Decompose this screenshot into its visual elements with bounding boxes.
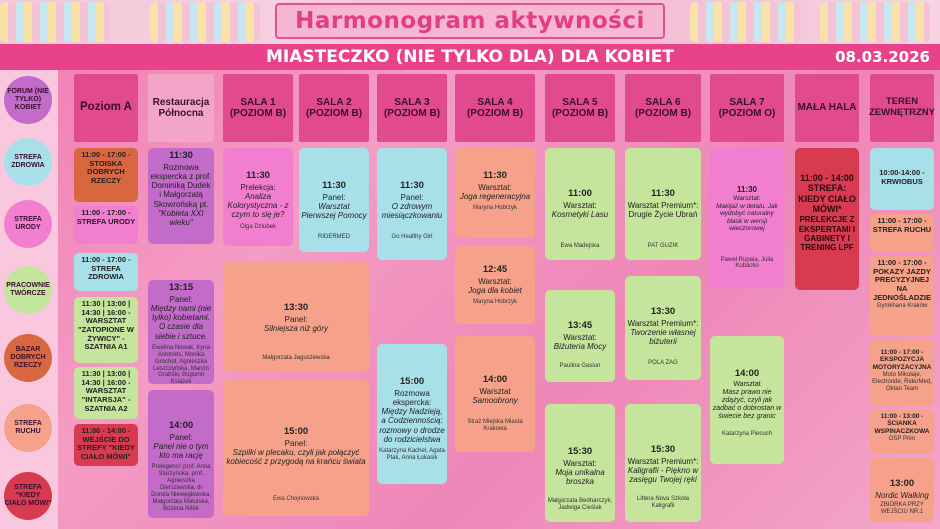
event-topic: Makijaż w detalu. Jak wydobyć naturalny blask w wersji wieczorowej [716, 202, 778, 233]
zone-label: PRACOWNIE TWÓRCZE [6, 282, 50, 297]
column-header: SALA 5 (POZIOM B) [545, 74, 615, 142]
event-card[interactable] [625, 404, 701, 522]
event-topic: Kosmetyki Lasu [551, 210, 609, 220]
event-card[interactable] [625, 276, 701, 380]
event-body: Warsztat Premium*: [627, 318, 699, 328]
event-card[interactable] [74, 367, 138, 419]
event-card[interactable] [870, 340, 934, 406]
event-topic: Panel nie o tym kto ma rację [153, 442, 209, 461]
event-body: Warsztat Premium*: Drugie Życie Ubrań [627, 200, 699, 220]
event-people: Ewa Chojnowska [272, 496, 320, 503]
event-topic: Tworzenie własnej biżuterii [630, 328, 696, 347]
zone-label: STREFA RUCHU [14, 420, 42, 435]
event-body: Warsztat [733, 380, 761, 388]
event-card[interactable] [74, 148, 138, 202]
column-header: Restauracja Północna [148, 74, 214, 142]
event-topic: Między Nadzieją, a Codziennością: rozmowy o drodze do rodzicielstwa [379, 407, 445, 444]
event-people: Littera Nova Szkoła Kaligrafii [636, 496, 690, 510]
event-card[interactable] [299, 148, 369, 252]
event-people: Paulina Gasiun [559, 363, 601, 370]
event-card[interactable] [223, 380, 369, 516]
event-card[interactable] [148, 390, 214, 518]
event-topic: Silniejsza niż góry [263, 324, 329, 334]
event-people: Straż Miejska Miasta Krakowa [467, 419, 523, 433]
event-people: Gymkhana Kraków [876, 303, 928, 310]
column-header: MAŁA HALA [795, 74, 859, 142]
event-date: 08.03.2026 [835, 48, 930, 66]
event-title: 11:00 - 17:00 - STREFA URODY [76, 208, 136, 226]
event-people: POLA ZAG [648, 360, 678, 367]
event-time: 15:00 [399, 376, 425, 387]
event-time: 11:30 [322, 180, 346, 191]
event-time: 11:30 [169, 150, 193, 161]
event-time: 13:30 [283, 302, 309, 313]
event-body: Warsztat: [478, 276, 512, 286]
event-card[interactable] [545, 148, 615, 260]
event-time: 12:45 [482, 264, 508, 275]
event-title: 11:00 - 17:00 - STREFA RUCHU [872, 216, 932, 234]
event-card[interactable] [870, 410, 934, 454]
event-card[interactable] [377, 344, 447, 484]
event-people: Małgorzata Bednarczyk, Jadwiga Cieślak [547, 498, 613, 512]
zone-label: STREFA ZDROWIA [11, 154, 45, 169]
event-card[interactable] [148, 148, 214, 244]
event-topic: Warsztat Pierwszej Pomocy [301, 202, 367, 221]
event-title: 11:00 - 17:00 - POKAZY JAZDY PRECYZYJNEJ NA JEDNOŚLADZIE [873, 258, 931, 302]
event-title: 11:00 - 17:00 - STOISKA DOBRYCH RZECZY [81, 150, 131, 185]
event-title: 11:30 | 13:00 | 14:30 | 16:00 - WARSZTAT "ZATOPIONE W ŻYWICY" - SZATNIA A1 [78, 299, 134, 352]
event-people: OSP Prim [888, 436, 916, 443]
event-card[interactable] [223, 262, 369, 372]
event-card[interactable] [455, 148, 535, 238]
event-card[interactable] [870, 458, 934, 522]
column-header: Poziom A [74, 74, 138, 142]
event-card[interactable] [870, 256, 934, 336]
event-time: 13:00 [889, 478, 915, 489]
zone-circle [4, 404, 52, 452]
event-time: 15:30 [567, 446, 593, 457]
event-card[interactable] [223, 148, 293, 246]
column-header: SALA 3 (POZIOM B) [377, 74, 447, 142]
event-title: 11:00 - 17:00 - EKSPOZYCJA MOTORYZACYJNA [872, 349, 932, 371]
event-body: Warsztat: [478, 182, 512, 192]
decoration [150, 2, 260, 42]
event-body: Rozmowa ekspercka z prof. Dominiką Dudek i Małgorzatą Skowrońską pt. [150, 162, 212, 209]
event-topic: Szpilki w plecaku, czyli jak połączyć kobiecość z przygodą na krańcu świata [226, 448, 366, 467]
event-people: Małgorzata Jaguszewska [262, 355, 330, 362]
event-title: 11:30 | 13:00 | 14:30 | 16:00 - WARSZTAT "INTARSJA" - SZATNIA A2 [81, 369, 131, 413]
event-body: Panel: [169, 432, 193, 442]
event-topic: Moja unikalna broszka [555, 468, 605, 487]
event-people: Ewa Madejska [560, 243, 600, 250]
event-people: Katarzyna Piecuch [721, 431, 773, 438]
event-time: 15:00 [283, 426, 309, 437]
event-time: 13:45 [567, 320, 593, 331]
event-people: ZBIÓRKA PRZY WEJŚCIU NR.1 [880, 502, 924, 515]
event-topic: Joga dla kobiet [468, 286, 522, 296]
column-header: SALA 1 (POZIOM B) [223, 74, 293, 142]
column-header: TEREN ZEWNĘTRZNY [870, 74, 934, 142]
event-card[interactable] [870, 214, 934, 252]
decoration [690, 2, 800, 42]
event-body: Panel: [400, 192, 424, 202]
event-people: Paweł Rupala, Julia Kubacko [720, 256, 774, 270]
event-people: PAT GUZIK [647, 243, 679, 250]
event-title: 11:00 - 14:00 STREFA: KIEDY CIAŁO MÓWI* [798, 173, 856, 215]
column-header: SALA 6 (POZIOM B) [625, 74, 701, 142]
event-time: 14:00 [482, 374, 508, 385]
zone-circle [4, 266, 52, 314]
event-card[interactable] [710, 336, 784, 464]
event-card[interactable] [74, 253, 138, 291]
page-subtitle: MIASTECZKO (NIE TYLKO DLA) DLA KOBIET [266, 47, 674, 67]
event-time: 11:30 [246, 170, 270, 181]
event-title: 10:00-14:00 - KRWIOBUS [879, 168, 925, 186]
event-body: Warsztat [479, 386, 511, 396]
event-card[interactable] [74, 297, 138, 363]
event-time: 11:30 [651, 188, 675, 199]
event-card[interactable] [148, 280, 214, 384]
event-topic: Kaligrafii - Piękno w zasięgu Twojej ręki [627, 466, 699, 485]
event-people: Maryna Hobrzyk [473, 299, 517, 306]
event-topic: Między nami (nie tylko) kobietami. O czasie dla siebie i sztuce. [150, 304, 212, 341]
zone-circle [4, 138, 52, 186]
event-body: Warsztat: [563, 332, 597, 342]
event-topic: Samoobrony [472, 396, 518, 406]
event-topic: Nordic Walking [875, 490, 929, 500]
event-people: Ewelina Nowak, Iryna Antonets, Monika Grochot, Agnieszka Leszczyńska, Marcin Grabski, Bogumił Książek [152, 344, 210, 384]
event-people: Maryna Hobrzyk [473, 205, 517, 212]
event-time: 13:15 [168, 282, 194, 293]
zone-circle [4, 472, 52, 520]
event-body: Warsztat: [563, 458, 597, 468]
zone-label: FORUM (NIE TYLKO) KOBIET [7, 88, 49, 111]
event-card[interactable] [545, 290, 615, 382]
title-box [275, 3, 665, 39]
event-body: Rozmowa ekspercka: [392, 388, 432, 408]
event-card[interactable] [795, 148, 859, 290]
event-title: 11:00 - 17:00 - STREFA ZDROWIA [81, 255, 131, 282]
column-header: SALA 7 (POZIOM O) [710, 74, 784, 142]
event-card[interactable] [455, 336, 535, 452]
event-topic: Masz prawo nie zdążyć, czyli jak zadbać o dobrostan w świecie bez granic [712, 388, 782, 421]
zone-circle [4, 200, 52, 248]
event-title: 11:00 - 13:00 - ŚCIANKA WSPINACZKOWA [874, 413, 930, 435]
event-body: Panel: [322, 192, 346, 202]
event-time: 14:00 [168, 420, 194, 431]
event-time: 11:00 [568, 188, 592, 199]
event-topic: "Kobieta XXI wieku" [158, 208, 204, 228]
event-body: Prelekcja: [240, 182, 276, 192]
event-body: Warsztat: [563, 200, 597, 210]
decoration [0, 2, 110, 42]
event-card[interactable] [455, 246, 535, 324]
zone-circle [4, 76, 52, 124]
event-time: 11:30 [736, 185, 758, 194]
event-topic: Joga regeneracyjna [459, 192, 531, 202]
event-card[interactable] [545, 404, 615, 522]
zone-legend [0, 70, 58, 529]
event-card[interactable] [870, 148, 934, 210]
event-people: Prelegenci: prof. Anna Starzyńska, prof. Agnieszka Gierszewska, dr Dorota Niewęgłowska, Małgorzata Matulska, Bożena Nitek [151, 464, 211, 512]
event-body: Panel: [284, 438, 308, 448]
event-people: RIDERMED [317, 234, 350, 241]
event-card[interactable] [625, 148, 701, 260]
event-people: Olga Dziubek [239, 223, 277, 230]
event-body: Panel: [284, 314, 308, 324]
event-people: Moto Mikołaje, Electroride, RiderMed, Oktan Team [872, 372, 932, 393]
event-time: 11:30 [483, 170, 507, 181]
event-title: 11:00 - 14:00 - WEJŚCIE DO STREFY "KIEDY CIAŁO MÓWI" [76, 426, 135, 461]
zone-label: STREFA "KIEDY CIAŁO MÓWI" [4, 484, 52, 507]
event-people: Go Healthy Girl [391, 234, 433, 241]
decoration [820, 2, 930, 42]
event-card[interactable] [710, 148, 784, 288]
event-topic: Analiza Kolorystyczna - z czym to się je? [227, 192, 289, 220]
event-time: 11:30 [400, 180, 424, 191]
event-body: Warsztat Premium*: [627, 456, 699, 466]
event-card[interactable] [377, 148, 447, 260]
event-time: 13:30 [650, 306, 676, 317]
event-topic: Biżuteria Mocy [553, 342, 607, 352]
zone-label: BAZAR DOBRYCH RZECZY [10, 346, 46, 369]
event-people: Katarzyna Kachel, Agata Ptak, Anna Łukasik [379, 448, 445, 461]
subtitle-bar [0, 44, 940, 70]
event-body: PRELEKCJE Z EKSPERTAMI I GABINETY I TRENING LPF [798, 215, 856, 252]
page-title: Harmonogram aktywności [295, 8, 645, 34]
event-topic: O zdrowym miesiączkowaniu [381, 202, 443, 221]
column-header: SALA 2 (POZIOM B) [299, 74, 369, 142]
event-body: Warsztat: [733, 195, 761, 203]
column-header: SALA 4 (POZIOM B) [455, 74, 535, 142]
zone-circle [4, 334, 52, 382]
event-body: Panel: [169, 294, 193, 304]
zone-label: STREFA URODY [14, 216, 42, 231]
event-time: 15:30 [650, 444, 676, 455]
event-card[interactable] [74, 424, 138, 466]
event-time: 14:00 [734, 368, 760, 379]
event-card[interactable] [74, 206, 138, 244]
